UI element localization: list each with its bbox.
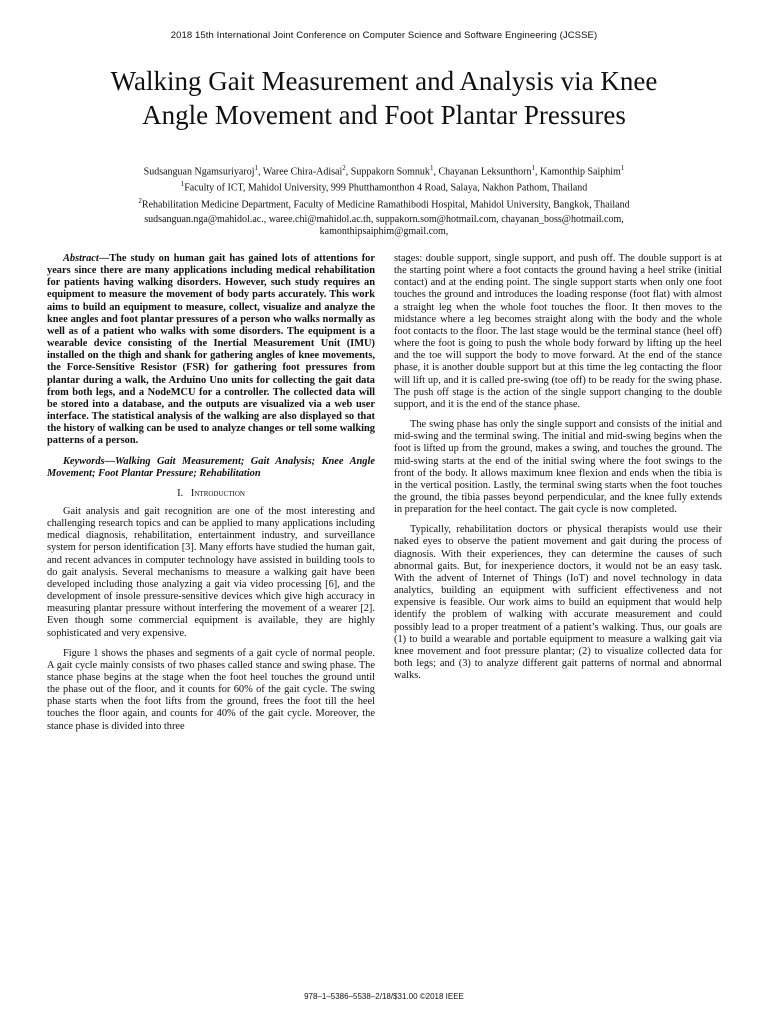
- body-paragraph: The swing phase has only the single support and consists of the initial and mid-swing and the terminal swing. The initial and mid-swing begins when the foot is lifted up from the ground, makes a swing, and touches the ground. The mid-swing starts at the end of the initial swing where the foot swings to the front of the body. It allows maximum knee flexion and ends when the tibia is in the vertical position. Lastly, the terminal swing starts when the foot touches the ground, the tibia passes beyond perpendicular, and the knee fully extends in preparation for the heel contact. The gait cycle is now completed.: [394, 419, 722, 516]
- affiliation-2: [40, 195, 728, 211]
- conference-header: 2018 15th International Joint Conference on Computer Science and Software Engineering (JCSSE): [170, 30, 598, 41]
- affiliation-text: Faculty of ICT, Mahidol University, 999 Phutthamonthon 4 Road, Salaya, Nakhon Pathom, Thailand: [184, 182, 588, 194]
- author-name: Suppakorn Somnuk: [350, 166, 430, 178]
- copyright-footer: 978–1–5386–5538–2/18/$31.00 ©2018 IEEE: [304, 992, 464, 1001]
- author-block: [40, 162, 728, 211]
- section-heading: [47, 488, 375, 500]
- author-names: Sudsanguan Ngamsuriyaroj$^1$, Waree Chira-Adisai$^2$, Suppakorn Somnuk$^1$, Chayanan Leksunthorn$^1$, Kamonthip Saiphim$^1$: [143, 164, 625, 178]
- right-column: [394, 253, 722, 690]
- author-affil-mark: 1: [531, 164, 535, 172]
- author-name: Chayanan Leksunthorn: [438, 166, 532, 178]
- body-paragraph: Gait analysis and gait recognition are one of the most interesting and challenging research topics and can be applied to many applications including medical diagnosis, rehabilitation, entertainment industry, and surveillance system for person identification [3]. Many efforts have studied the human gait, and recent advances in computer technology have assisted in building tools to do gait analysis. Several mechanisms to measure a walking gait have been developed including those analyzing a gait via video processing [6], and the development of insole pressure-sensitive devices which give high accuracy in measuring plantar pressure without interfering the movement of a wearer [2]. Even though some commercial equipment is available, they are highly sophisticated and very expensive.: [47, 505, 375, 639]
- affiliation-mark: 2: [138, 196, 142, 205]
- section-title: Introduction: [190, 487, 245, 499]
- author-affil-mark: 2: [342, 164, 346, 172]
- abstract: [47, 253, 375, 448]
- abstract-label: Abstract: [63, 253, 99, 264]
- paper-title: [40, 64, 728, 132]
- emails-line-1: sudsanguan.nga@mahidol.ac., waree.chi@mahidol.ac.th, suppakorn.som@hotmail.com, chayanan_boss@hotmail.com,: [144, 214, 624, 225]
- emails-line-2: kamonthipsaiphim@gmail.com,: [319, 226, 449, 237]
- left-column: [47, 253, 375, 741]
- title-line-1: Walking Gait Measurement and Analysis via Knee: [110, 66, 658, 96]
- keywords-dash: —: [104, 455, 115, 467]
- author-affil-mark: 1: [254, 164, 258, 172]
- keywords-label: Keywords: [63, 455, 105, 467]
- body-paragraph: Typically, rehabilitation doctors or physical therapists would use their naked eyes to observe the patient movement and gait during the process of diagnosis. With their experiences, they can determine the causes of such abnormal gaits. But, for inexperience doctors, it would not be an easy task. With the advent of Internet of Things (IoT) and novel technology in data analytics, building an equipment with sufficient effectiveness and not expensive is feasible. Our work aims to build an equipment that would help identify the problem of walking with accurate measurement and could possibly lead to a proper treatment of a patient’s walking. Thus, our goals are (1) to build a wearable and portable equipment to measure a walking gait via knee movement and foot pressure plantar; (2) to visualize collected data for both legs; and (3) to analyze different gait patterns of normal and abnormal walks.: [394, 524, 722, 682]
- author-name: Sudsanguan Ngamsuriyaroj: [143, 166, 255, 178]
- body-paragraph: stages: double support, single support, and push off. The double support is at the starting point where a foot contacts the ground having a heel strike (initial contact) and at the ending point. The single support starts when only one foot touches the ground and introduces the loading response (foot flat) with almost a straight leg when the whole foot touches the floor. It then moves to the midstance where a leg becomes straight along with the body and the whole foot contacts to the floor. The last stage would be the terminal stance (heel off) where the foot is going to push the whole body forward by lifting up the heel and the toe will support the body to move forward. At the end of the stance phase, it is another double support but at this time the leg contacting the floor will lift up, and it is called pre-swing (toe off) to be ready for the swing phase. The push off stage is the action of the single support changing to the double support, and it is the end of the stance phase.: [394, 253, 722, 410]
- abstract-dash: —: [98, 253, 110, 264]
- abstract-text: The study on human gait has gained lots of attentions for years since there are many applications including medical rehabilitation for patients having walking disorders. However, such study requires an equipment to measure the movement of body parts accurately. This work aims to build an equipment to measure, collect, visualize and analyze the knee angles and foot plantar pressures of a person who walks normally as well as of a patient who walks with some disorders. The equipment is a wearable device consisting of the Inertial Measurement Unit (IMU) installed on the thigh and shank for gathering angles of knee movements, the Force-Sensitive Resistor (FSR) for gathering foot pressures from plantar during a walk, the Arduino Uno units for collecting the gait data from both legs, and a NodeMCU for a controller. The collected data will be stored into a database, and the outputs are visualized via a web user interface. The statistical analysis of the walking are also displayed so that the history of walking can be used to analyze changes or tell some walking patterns of a person.: [47, 253, 375, 447]
- keywords-text: Walking Gait Measurement; Gait Analysis; Knee Angle Movement; Foot Plantar Pressure; Rehabilitation: [47, 455, 375, 479]
- author-affil-mark: 1: [429, 164, 434, 172]
- author-affil-mark: 1: [620, 164, 625, 172]
- author-name: Kamonthip Saiphim: [539, 166, 621, 178]
- affiliation-1: [40, 178, 728, 194]
- title-line-2: Angle Movement and Foot Plantar Pressures: [142, 100, 626, 130]
- affiliation-text: Rehabilitation Medicine Department, Faculty of Medicine Ramathibodi Hospital, Mahidol University, Bangkok, Thailand: [141, 198, 630, 210]
- keywords: [47, 456, 375, 480]
- section-number: I.: [177, 487, 184, 499]
- body-paragraph: Figure 1 shows the phases and segments of a gait cycle of normal people. A gait cycle mainly consists of two phases called stance and swing phase. The stance phase begins at the stage when the foot heel touches the ground until the phase out of the floor, and it counts for 60% of the gait cycle. The swing phase starts when the foot lifts from the ground, frees the foot till the heel touches the floor again, and counts for 40% of the gait cycle. Moreover, the stance phase is divided into three: [47, 647, 375, 732]
- author-name: Waree Chira-Adisai: [262, 166, 343, 178]
- affiliation-mark: 1: [180, 180, 185, 189]
- email-block: [40, 214, 728, 238]
